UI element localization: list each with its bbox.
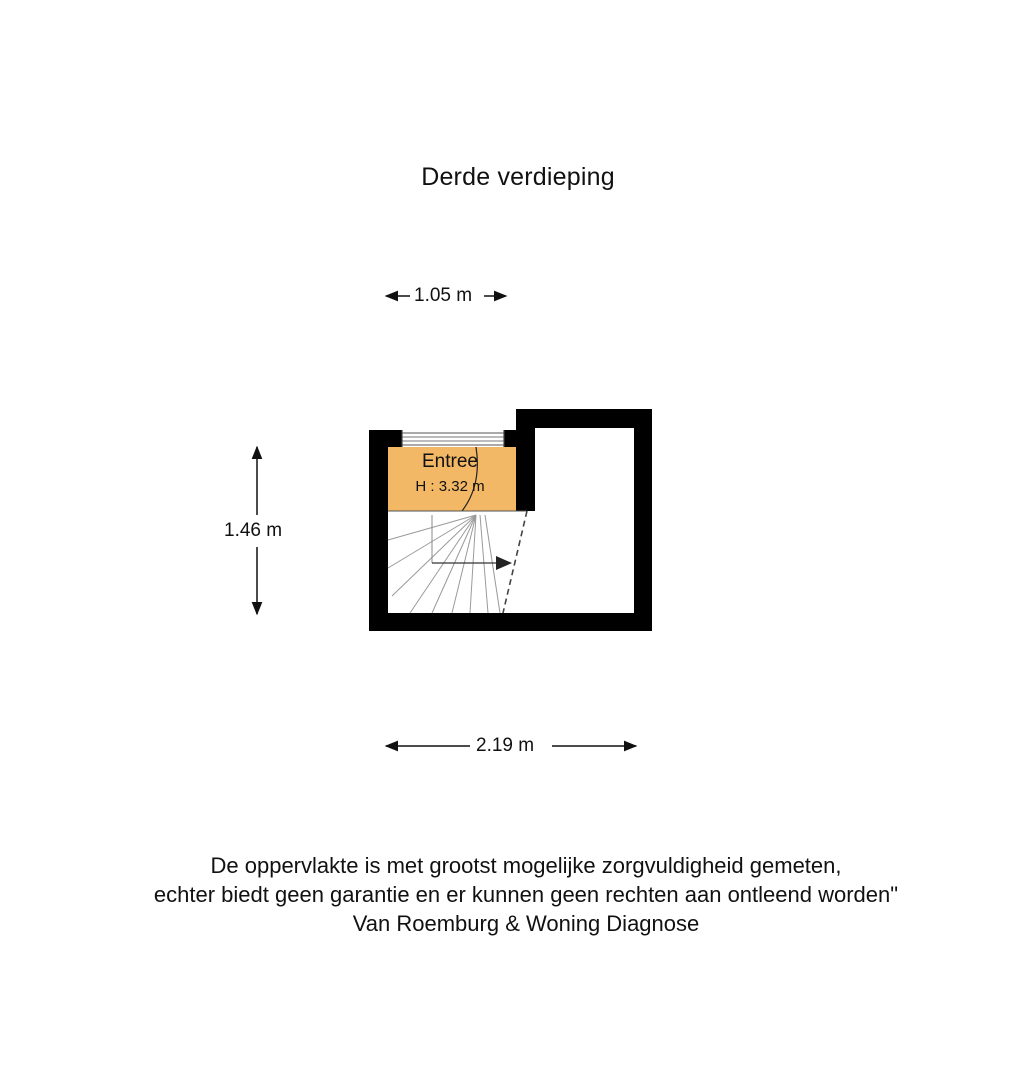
dimension-top-label: 1.05 m — [411, 285, 475, 307]
dimension-bottom-label: 2.19 m — [473, 735, 537, 757]
disclaimer-line-2: echter biedt geen garantie en er kunnen geen rechten aan ontleend worden" — [153, 882, 899, 907]
room-name: Entree — [422, 451, 478, 472]
entree-room-label — [388, 451, 512, 495]
dimension-left-label: 1.46 m — [221, 520, 285, 542]
disclaimer-line-3: Van Roemburg & Woning Diagnose — [352, 911, 700, 936]
room-height: H : 3.32 m — [415, 478, 485, 495]
disclaimer — [0, 851, 1021, 938]
window — [402, 430, 504, 447]
floor-title: Derde verdieping — [421, 163, 615, 191]
disclaimer-line-1: De oppervlakte is met grootst mogelijke zorgvuldigheid gemeten, — [210, 853, 842, 878]
